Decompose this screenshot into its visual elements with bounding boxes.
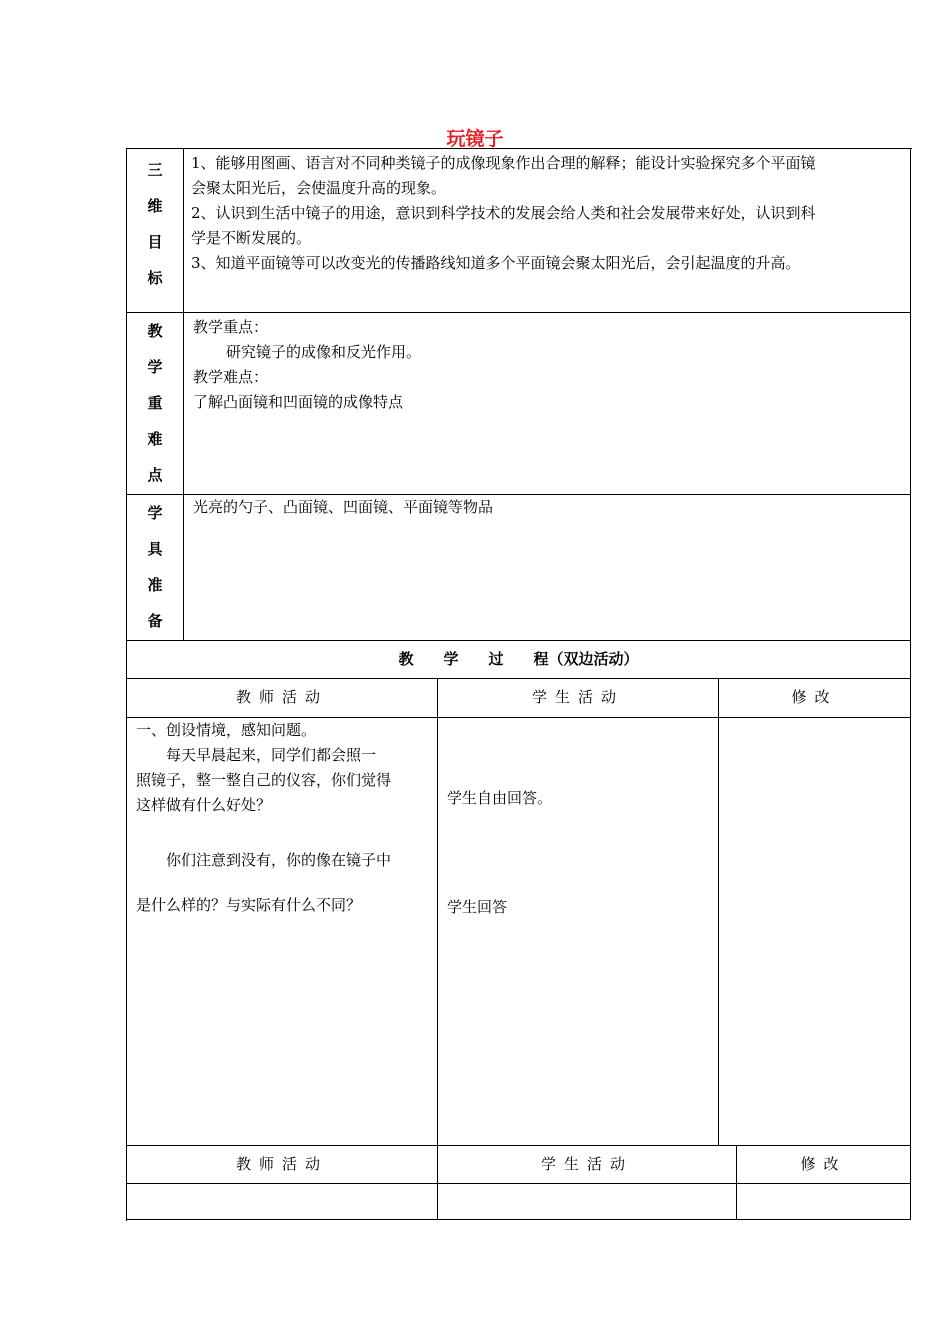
teacher-line <box>136 818 432 848</box>
teacher-line: 你们注意到没有，你的像在镜子中 <box>136 851 392 869</box>
col-header-teacher: 教师活动 <box>126 679 438 718</box>
teacher-line: 一、创设情境，感知问题。 <box>136 721 317 739</box>
student-activity-cell <box>438 718 719 1146</box>
page-title: 玩镜子 <box>446 128 504 150</box>
goals-text <box>191 151 907 276</box>
col-header-revise-2: 修改 <box>737 1146 911 1184</box>
col-header-revise: 修改 <box>719 679 911 718</box>
keypoints-label-char: 学 <box>147 358 163 376</box>
teacher-line <box>136 873 432 893</box>
goal-line: 2、认识到生活中镜子的用途，意识到科学技术的发展会给人类和社会发展带来好处，认识到科 <box>191 204 816 222</box>
empty-teacher-cell <box>126 1184 438 1220</box>
keypoints-label-char: 重 <box>147 394 163 412</box>
goals-label-char: 三 <box>147 161 163 179</box>
materials-content-cell <box>184 495 911 641</box>
focus-text: 研究镜子的成像和反光作用。 <box>226 343 422 361</box>
goals-label-char: 维 <box>147 197 163 215</box>
difficulty-label: 教学难点： <box>193 368 269 386</box>
materials-label-cell <box>126 495 184 641</box>
process-header: 教 学 过 程（双边活动） <box>126 641 911 679</box>
empty-student-cell <box>438 1184 737 1220</box>
keypoints-label-char: 点 <box>147 466 163 484</box>
goals-label <box>127 149 183 296</box>
teacher-line: 这样做有什么好处？ <box>136 796 272 814</box>
goals-content-cell <box>184 148 911 313</box>
materials-label-char: 准 <box>147 576 163 594</box>
materials-text: 光亮的勺子、凸面镜、凹面镜、平面镜等物品 <box>193 498 494 516</box>
materials-label <box>127 495 183 639</box>
goal-line: 会聚太阳光后，会使温度升高的现象。 <box>191 179 447 197</box>
focus-label: 教学重点： <box>193 318 269 336</box>
student-answer-2: 学生回答 <box>447 898 508 916</box>
col-header-teacher-2: 教师活动 <box>126 1146 438 1184</box>
col-header-student-2: 学生活动 <box>438 1146 737 1184</box>
student-answer-1: 学生自由回答。 <box>447 789 553 807</box>
teacher-line: 照镜子，整一整自己的仪容，你们觉得 <box>136 771 392 789</box>
teacher-line: 是什么样的？与实际有什么不同？ <box>136 896 362 914</box>
goals-label-char: 目 <box>147 233 163 251</box>
keypoints-content-cell <box>184 313 911 495</box>
teacher-activity-text <box>136 718 432 918</box>
teacher-activity-cell <box>126 718 438 1146</box>
revise-cell <box>719 718 911 1146</box>
materials-label-char: 学 <box>147 504 163 522</box>
materials-label-char: 备 <box>147 612 163 630</box>
teacher-line: 每天早晨起来，同学们都会照一 <box>136 746 377 764</box>
keypoints-label-char: 难 <box>147 430 163 448</box>
materials-label-char: 具 <box>147 540 163 558</box>
keypoints-label-cell <box>126 313 184 495</box>
col-header-student: 学生活动 <box>438 679 719 718</box>
goal-line: 3、知道平面镜等可以改变光的传播路线知道多个平面镜会聚太阳光后，会引起温度的升高。 <box>191 254 801 272</box>
goal-line: 1、能够用图画、语言对不同种类镜子的成像现象作出合理的解释；能设计实验探究多个平面镜 <box>191 154 816 172</box>
goal-line: 学是不断发展的。 <box>191 229 312 247</box>
keypoints-label <box>127 313 183 493</box>
keypoints-label-char: 教 <box>147 322 163 340</box>
goals-label-cell <box>126 148 184 313</box>
difficulty-text: 了解凸面镜和凹面镜的成像特点 <box>193 393 404 411</box>
keypoints-text <box>193 315 893 415</box>
goals-label-char: 标 <box>147 269 163 287</box>
empty-revise-cell <box>737 1184 911 1220</box>
